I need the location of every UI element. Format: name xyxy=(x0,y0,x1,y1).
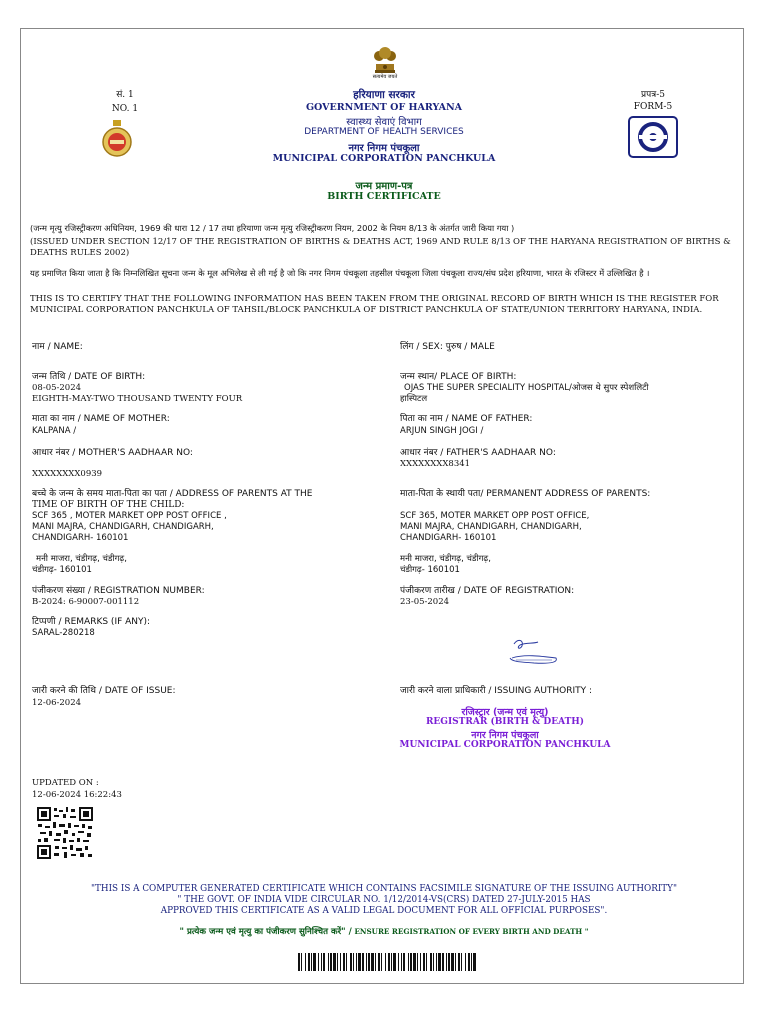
footer-line-3: APPROVED THIS CERTIFICATE AS A VALID LEGAL DOCUMENT FOR ALL OFFICIAL PURPOSES". xyxy=(160,906,608,916)
pob-value: OJAS THE SUPER SPECIALITY HOSPITAL/ओजस थे सुपर स्पेशलिटी xyxy=(404,383,649,393)
govt-hindi: हरियाणा सरकार xyxy=(353,89,415,101)
addr-perm-line-3: CHANDIGARH- 160101 xyxy=(400,533,497,543)
emblem-motto: सत्यमेव जयते xyxy=(372,74,398,80)
dept-english: DEPARTMENT OF HEALTH SERVICES xyxy=(304,127,464,137)
dob-words: EIGHTH-MAY-TWO THOUSAND TWENTY FOUR xyxy=(32,394,243,404)
govt-english: GOVERNMENT OF HARYANA xyxy=(305,102,463,113)
addr-birth-line-2: MANI MAJRA, CHANDIGARH, CHANDIGARH, xyxy=(32,522,214,532)
number-hindi: सं. 1 xyxy=(116,90,134,100)
certificate-title: BIRTH CERTIFICATE xyxy=(327,191,441,202)
certificate-title-hindi: जन्म प्रमाण-पत्र xyxy=(355,181,413,192)
dept-hindi: स्वास्थ्य सेवाएं विभाग xyxy=(346,117,422,128)
mother-label: माता का नाम / NAME OF MOTHER: xyxy=(32,414,170,424)
father-aadhaar-label: आधार नंबर / FATHER'S AADHAAR NO: xyxy=(400,448,556,458)
mother-aadhaar-label: आधार नंबर / MOTHER'S AADHAAR NO: xyxy=(32,448,193,458)
regdate-value: 23-05-2024 xyxy=(400,597,450,607)
mother-aadhaar-value: XXXXXXXX0939 xyxy=(32,469,103,479)
mother-value: KALPANA / xyxy=(32,426,77,436)
footer-slogan xyxy=(30,926,738,938)
issue-value: 12-06-2024 xyxy=(32,698,82,708)
form-hindi: प्रपत्र-5 xyxy=(641,90,665,100)
mc-hindi: नगर निगम पंचकूला xyxy=(348,143,420,154)
pob-label: जन्म स्थान/ PLACE OF BIRTH: xyxy=(400,372,517,382)
slogan-english: ENSURE REGISTRATION OF EVERY BIRTH AND DEATH " xyxy=(354,927,589,936)
registrar-english: REGISTRAR (BIRTH & DEATH) xyxy=(425,717,585,727)
registrar-signature xyxy=(504,636,562,668)
addr-perm-line-2: MANI MAJRA, CHANDIGARH, CHANDIGARH, xyxy=(400,522,582,532)
pob-value-2: हास्पिटल xyxy=(400,394,428,404)
updated-label: UPDATED ON : xyxy=(32,778,99,788)
dob-label: जन्म तिथि / DATE OF BIRTH: xyxy=(32,372,146,382)
certify-hindi: यह प्रमाणित किया जाता है कि निम्नलिखित सूचना जन्म के मूल अभिलेख से ली गई है जो कि नगर निगम पंचकूला तहसील पंचकूला जिला पंचकूला राज्य/संघ प्रदेश हरियाणा, भारत के रजिस्टर में उल्लिखित है । xyxy=(30,268,650,278)
addr-perm-label: माता-पिता के स्थायी पता/ PERMANENT ADDRESS OF PARENTS: xyxy=(400,489,651,499)
number-english: NO. 1 xyxy=(111,104,139,114)
father-aadhaar-value: XXXXXXXX8341 xyxy=(400,459,471,469)
addr-birth-label-2: TIME OF BIRTH OF THE CHILD: xyxy=(32,500,185,510)
remarks-label: टिप्पणी / REMARKS (IF ANY): xyxy=(32,617,151,627)
addr-perm-hindi-2: चंडीगढ़- 160101 xyxy=(400,565,460,575)
addr-birth-line-1: SCF 365 , MOTER MARKET OPP POST OFFICE , xyxy=(32,511,227,521)
dob-value: 08-05-2024 xyxy=(32,383,82,393)
regdate-label: पंजीकरण तारीख / DATE OF REGISTRATION: xyxy=(400,586,575,596)
national-emblem-icon xyxy=(370,42,400,76)
addr-birth-label: बच्चे के जन्म के समय माता-पिता का पता / ADDRESS OF PARENTS AT THE xyxy=(32,489,313,499)
crs-logo-icon xyxy=(628,116,678,158)
name-label: नाम / NAME: xyxy=(32,342,83,352)
registrar-hindi: रजिस्ट्रार (जन्म एवं मृत्यु) xyxy=(461,707,549,718)
father-value: ARJUN SINGH JOGI / xyxy=(400,426,484,436)
barcode xyxy=(298,953,476,971)
remarks-value: SARAL-280218 xyxy=(32,628,95,638)
qr-code xyxy=(36,806,94,860)
regno-label: पंजीकरण संख्या / REGISTRATION NUMBER: xyxy=(32,586,205,596)
registrar-mc-hindi: नगर निगम पंचकूला xyxy=(471,730,539,741)
certify-english: THIS IS TO CERTIFY THAT THE FOLLOWING INFORMATION HAS BEEN TAKEN FROM THE ORIGINAL RECORD OF BIRTH WHICH IS THE REGISTER FOR MUNICIPAL CORPORATION PANCHKULA OF TAHSIL/BLOCK PANCHKULA OF DISTRICT PANCHKULA OF STATE/UNION TERRITORY HARYANA, INDIA. xyxy=(30,294,719,315)
father-label: पिता का नाम / NAME OF FATHER: xyxy=(400,414,533,424)
slogan-hindi: " प्रत्येक जन्म एवं मृत्यु का पंजीकरण सुनिश्चित करें" / xyxy=(179,927,352,937)
haryana-seal-icon xyxy=(100,120,134,158)
addr-birth-line-3: CHANDIGARH- 160101 xyxy=(32,533,129,543)
issued-under-english: (ISSUED UNDER SECTION 12/17 OF THE REGISTRATION OF BIRTHS & DEATHS ACT, 1969 AND RULE 8/13 OF THE HARYANA REGISTRATION OF BIRTHS & DEATHS RULES 2002) xyxy=(30,237,731,258)
regno-value: B-2024: 6-90007-001112 xyxy=(32,597,140,607)
authority-label: जारी करने वाला प्राधिकारी / ISSUING AUTHORITY : xyxy=(400,686,593,696)
footer-line-1: "THIS IS A COMPUTER GENERATED CERTIFICATE WHICH CONTAINS FACSIMILE SIGNATURE OF THE ISSUING AUTHORITY" xyxy=(90,884,678,894)
updated-value: 12-06-2024 16:22:43 xyxy=(32,790,122,800)
addr-birth-hindi-2: चंडीगढ़- 160101 xyxy=(32,565,92,575)
footer-line-2: " THE GOVT. OF INDIA VIDE CIRCULAR NO. 1/12/2014-VS(CRS) DATED 27-JULY-2015 HAS xyxy=(177,895,591,905)
issue-label: जारी करने की तिथि / DATE OF ISSUE: xyxy=(32,686,176,696)
registrar-mc-english: MUNICIPAL CORPORATION PANCHKULA xyxy=(399,740,611,750)
addr-birth-hindi-1: मनी माजरा, चंडीगढ़, चंडीगढ़, xyxy=(36,554,127,564)
addr-perm-line-1: SCF 365, MOTER MARKET OPP POST OFFICE, xyxy=(400,511,590,521)
issued-under-hindi: (जन्म मृत्यु रजिस्ट्रीकरण अधिनियम, 1969 की धारा 12 / 17 तथा हरियाणा जन्म मृत्यु रजिस्ट्रीकरण नियम, 2002 के नियम 8/13 के अंतर्गत जारी किया गया ) xyxy=(30,223,515,233)
sex-label: लिंग / SEX: पुरुष / MALE xyxy=(400,342,495,352)
addr-perm-hindi-1: मनी माजरा, चंडीगढ़, चंडीगढ़, xyxy=(400,554,491,564)
mc-english: MUNICIPAL CORPORATION PANCHKULA xyxy=(272,153,496,164)
form-english: FORM-5 xyxy=(633,102,673,112)
